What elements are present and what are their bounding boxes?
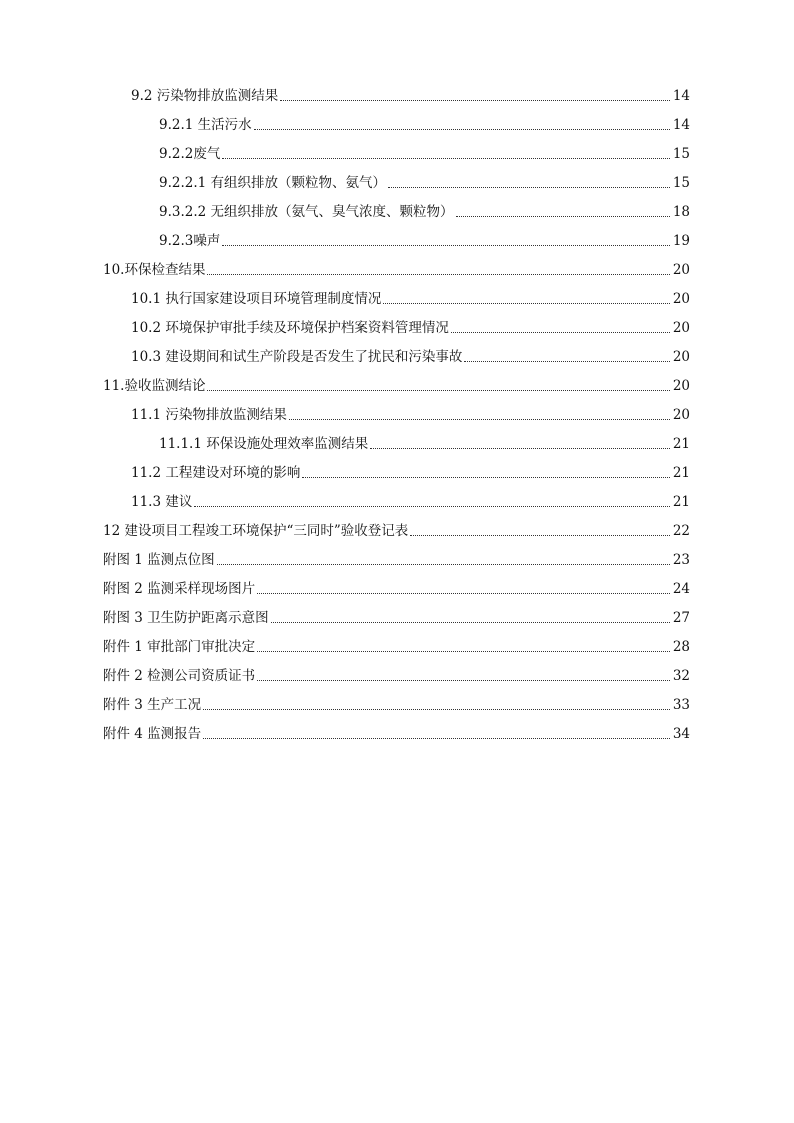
toc-entry[interactable]: [0, 134, 794, 163]
toc-entry-page: 24: [672, 581, 690, 597]
toc-entry-page: 21: [672, 436, 690, 452]
toc-entry[interactable]: [0, 453, 794, 482]
toc-leader-dots: [257, 593, 670, 594]
toc-entry[interactable]: [0, 714, 794, 743]
toc-leader-dots: [207, 390, 670, 391]
toc-entry-title: 11.1 污染物排放监测结果: [131, 407, 287, 423]
toc-entry-page: 34: [672, 726, 690, 742]
toc-entry-title: 9.2.2.1 有组织排放（颗粒物、氨气）: [159, 175, 387, 191]
toc-entry-title: 附件 1 审批部门审批决定: [103, 639, 256, 655]
toc-entry-page: 22: [672, 523, 690, 539]
toc-entry-page: 18: [672, 204, 690, 220]
toc-leader-dots: [410, 535, 670, 536]
toc-leader-dots: [271, 622, 670, 623]
toc-entry-page: 20: [672, 349, 690, 365]
toc-entry[interactable]: [0, 569, 794, 598]
toc-entry-page: 32: [672, 668, 690, 684]
toc-entry-title: 附图 3 卫生防护距离示意图: [103, 610, 269, 626]
toc-leader-dots: [451, 332, 670, 333]
toc-entry[interactable]: [0, 279, 794, 308]
toc-entry-page: 15: [672, 175, 690, 191]
toc-entry[interactable]: [0, 685, 794, 714]
toc-entry-page: 28: [672, 639, 690, 655]
toc-entry-page: 20: [672, 291, 690, 307]
toc-leader-dots: [217, 564, 670, 565]
toc-entry[interactable]: [0, 627, 794, 656]
toc-entry[interactable]: [0, 192, 794, 221]
toc-entry-page: 20: [672, 262, 690, 278]
toc-entry-page: 27: [672, 610, 690, 626]
toc-entry-title: 9.3.2.2 无组织排放（氨气、臭气浓度、颗粒物）: [159, 204, 454, 220]
toc-entry[interactable]: [0, 598, 794, 627]
toc-leader-dots: [194, 506, 670, 507]
toc-entry-title: 9.2.2废气: [159, 146, 221, 162]
toc-entry-title: 11.3 建议: [131, 494, 193, 510]
toc-leader-dots: [254, 129, 670, 130]
toc-entry[interactable]: [0, 366, 794, 395]
toc-entry-page: 14: [672, 88, 690, 104]
toc-entry-page: 20: [672, 320, 690, 336]
toc-leader-dots: [289, 419, 670, 420]
toc-entry-title: 附件 3 生产工况: [103, 697, 202, 713]
toc-entry[interactable]: [0, 337, 794, 366]
toc-entry[interactable]: [0, 250, 794, 279]
toc-entry-title: 9.2 污染物排放监测结果: [131, 88, 279, 104]
toc-entry-title: 10.2 环境保护审批手续及环境保护档案资料管理情况: [131, 320, 449, 336]
table-of-contents: [0, 76, 794, 743]
toc-entry[interactable]: [0, 308, 794, 337]
toc-leader-dots: [257, 651, 670, 652]
toc-entry-title: 附图 1 监测点位图: [103, 552, 215, 568]
toc-entry-title: 12 建设项目工程竣工环境保护“三同时”验收登记表: [103, 523, 409, 539]
toc-leader-dots: [388, 187, 670, 188]
toc-leader-dots: [203, 738, 670, 739]
toc-entry-page: 33: [672, 697, 690, 713]
toc-leader-dots: [383, 303, 670, 304]
toc-entry[interactable]: [0, 221, 794, 250]
toc-leader-dots: [464, 361, 670, 362]
toc-entry[interactable]: [0, 540, 794, 569]
toc-entry-title: 附图 2 监测采样现场图片: [103, 581, 256, 597]
toc-leader-dots: [222, 245, 670, 246]
toc-leader-dots: [370, 448, 670, 449]
toc-leader-dots: [302, 477, 670, 478]
toc-entry[interactable]: [0, 424, 794, 453]
toc-entry-title: 附件 2 检测公司资质证书: [103, 668, 256, 684]
toc-entry[interactable]: [0, 395, 794, 424]
toc-entry[interactable]: [0, 656, 794, 685]
toc-entry-page: 14: [672, 117, 690, 133]
toc-entry[interactable]: [0, 105, 794, 134]
toc-entry-page: 20: [672, 378, 690, 394]
toc-entry-title: 11.1.1 环保设施处理效率监测结果: [159, 436, 369, 452]
toc-entry-page: 20: [672, 407, 690, 423]
toc-entry[interactable]: [0, 76, 794, 105]
toc-entry-page: 23: [672, 552, 690, 568]
toc-entry-title: 11.验收监测结论: [103, 378, 206, 394]
toc-leader-dots: [222, 158, 670, 159]
toc-entry-title: 9.2.3噪声: [159, 233, 221, 249]
toc-leader-dots: [456, 216, 670, 217]
toc-entry[interactable]: [0, 482, 794, 511]
toc-entry-title: 10.环保检查结果: [103, 262, 206, 278]
toc-leader-dots: [207, 274, 670, 275]
toc-leader-dots: [203, 709, 670, 710]
toc-entry-title: 10.1 执行国家建设项目环境管理制度情况: [131, 291, 382, 307]
toc-entry-title: 附件 4 监测报告: [103, 726, 202, 742]
toc-entry-page: 21: [672, 465, 690, 481]
toc-entry-page: 21: [672, 494, 690, 510]
toc-entry[interactable]: [0, 511, 794, 540]
toc-entry-title: 9.2.1 生活污水: [159, 117, 252, 133]
toc-entry-page: 15: [672, 146, 690, 162]
toc-entry-page: 19: [672, 233, 690, 249]
toc-leader-dots: [257, 680, 670, 681]
toc-entry-title: 11.2 工程建设对环境的影响: [131, 465, 301, 481]
toc-entry-title: 10.3 建设期间和试生产阶段是否发生了扰民和污染事故: [131, 349, 463, 365]
toc-leader-dots: [280, 100, 670, 101]
toc-entry[interactable]: [0, 163, 794, 192]
